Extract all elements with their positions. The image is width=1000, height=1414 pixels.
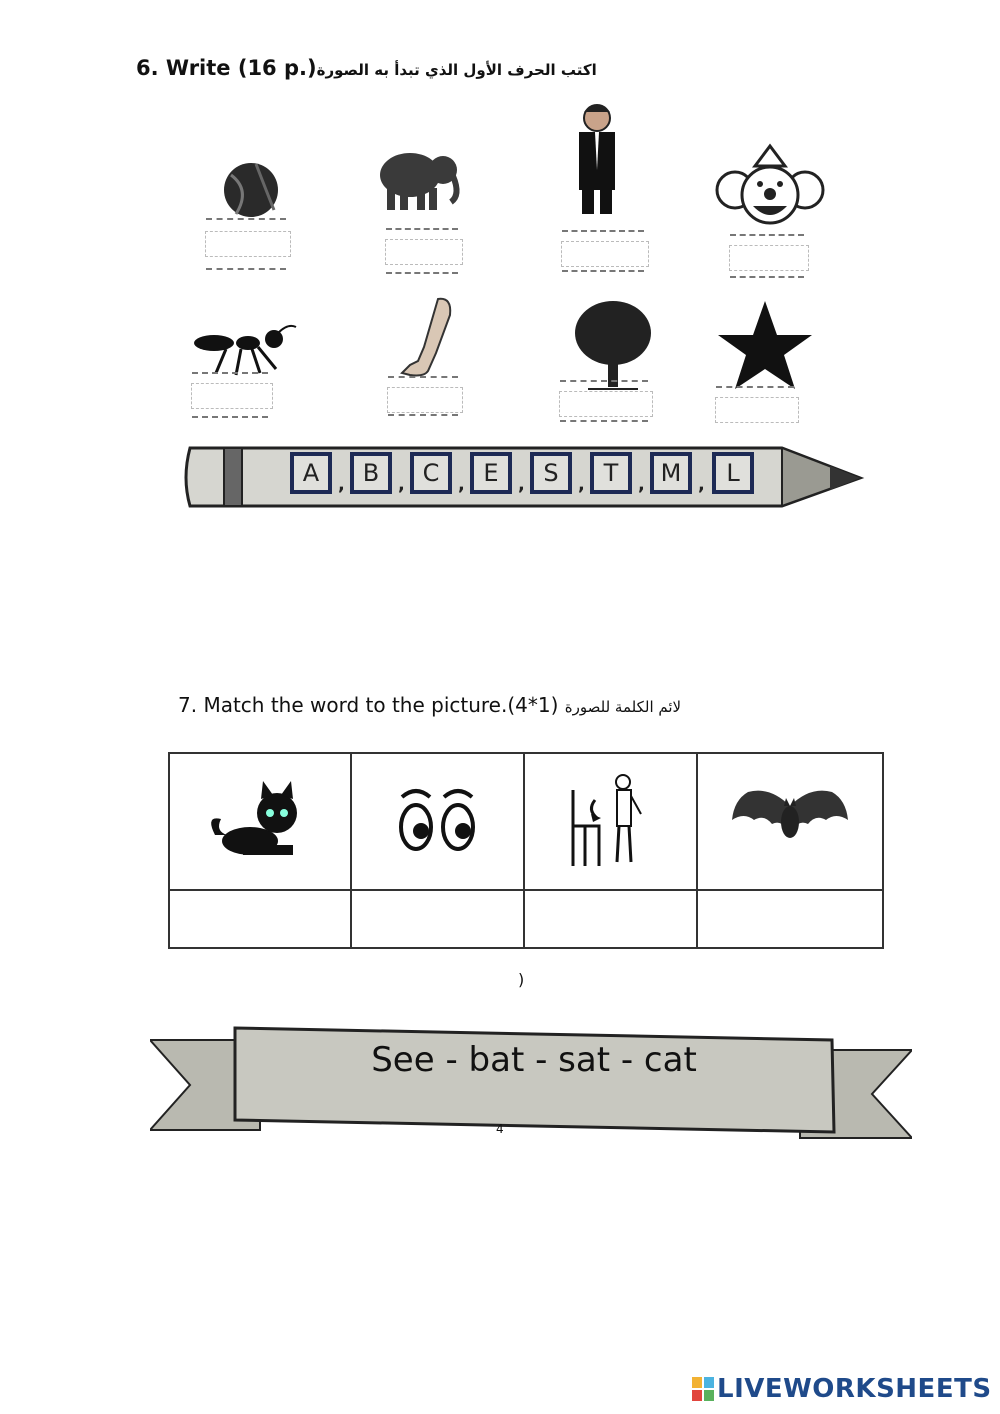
- eyes-icon: [392, 775, 482, 865]
- answer-row: [169, 890, 883, 948]
- letter-s: S: [543, 459, 559, 487]
- letter-tile-c[interactable]: [410, 452, 452, 494]
- letter-tile-e[interactable]: [470, 452, 512, 494]
- picture-cell: [524, 753, 697, 890]
- letter-c: C: [422, 459, 440, 487]
- comma: ,: [398, 474, 405, 495]
- liveworksheets-logo-icon: [692, 1377, 714, 1401]
- section-7-title-ar: لائم الكلمة للصورة: [564, 698, 682, 716]
- answer-line: [388, 414, 458, 416]
- leg-icon: [380, 290, 510, 400]
- answer-line: [562, 270, 644, 272]
- match-table: [168, 752, 884, 949]
- letter-m: M: [660, 459, 682, 487]
- answer-input-man[interactable]: [562, 242, 648, 266]
- answer-input-cat[interactable]: [170, 901, 339, 937]
- answer-line: [386, 272, 458, 274]
- bat-icon: [730, 780, 850, 860]
- letter-tile-s[interactable]: [530, 452, 572, 494]
- word-banner: [150, 1020, 912, 1140]
- section-7-title: [178, 693, 681, 717]
- answer-line: [388, 376, 458, 378]
- answer-input-star[interactable]: [716, 398, 798, 422]
- letter-tile-m[interactable]: [650, 452, 692, 494]
- picture-cell: [169, 753, 351, 890]
- elephant-icon: [355, 140, 485, 250]
- answer-input-clown[interactable]: [730, 246, 808, 270]
- section-6-title-ar: اكتب الحرف الأول الذي تبدأ به الصورة: [316, 61, 597, 79]
- comma: ,: [518, 474, 525, 495]
- liveworksheets-logo[interactable]: [692, 1374, 992, 1404]
- section-6-number: 6.: [136, 56, 159, 80]
- star-icon: [700, 290, 830, 400]
- tree-icon: [548, 290, 678, 400]
- answer-input-sit[interactable]: [525, 901, 686, 937]
- answer-input-eyes[interactable]: [352, 901, 513, 937]
- letter-t: T: [603, 459, 619, 487]
- letter-a: A: [302, 459, 320, 487]
- answer-line: [560, 380, 648, 382]
- answer-line: [562, 230, 644, 232]
- section-7-title-en: 7. Match the word to the picture.(4*1): [178, 693, 559, 717]
- cat-icon: [205, 775, 315, 865]
- page-number: 4: [496, 1122, 504, 1136]
- answer-input-ant[interactable]: [192, 384, 272, 408]
- sit-icon: [565, 770, 655, 870]
- answer-line: [192, 416, 268, 418]
- man-icon: [532, 100, 662, 225]
- answer-line: [386, 228, 458, 230]
- comma: ,: [638, 474, 645, 495]
- stray-mark: ): [518, 970, 525, 989]
- answer-input-leg[interactable]: [388, 388, 462, 412]
- answer-line: [730, 234, 804, 236]
- answer-line: [192, 372, 268, 374]
- picture-cell: [697, 753, 883, 890]
- section-6-title: [136, 56, 597, 80]
- answer-line: [206, 218, 286, 220]
- answer-cell: [524, 890, 697, 948]
- liveworksheets-logo-text: LIVEWORKSHEETS: [717, 1374, 992, 1404]
- answer-input-bat[interactable]: [698, 901, 872, 937]
- letter-e: E: [483, 459, 499, 487]
- comma: ,: [458, 474, 465, 495]
- answer-line: [560, 420, 648, 422]
- letter-l: L: [726, 459, 740, 487]
- comma: ,: [338, 474, 345, 495]
- letter-tile-l[interactable]: [712, 452, 754, 494]
- picture-row: [169, 753, 883, 890]
- letter-tile-b[interactable]: [350, 452, 392, 494]
- letter-b: B: [362, 459, 380, 487]
- answer-line: [716, 386, 794, 388]
- answer-input-elephant[interactable]: [386, 240, 462, 264]
- picture-cell: [351, 753, 524, 890]
- answer-cell: [697, 890, 883, 948]
- comma: ,: [578, 474, 585, 495]
- comma: ,: [698, 474, 705, 495]
- banner-words: See - bat - sat - cat: [371, 1040, 697, 1080]
- pencil-graphic: [182, 440, 872, 510]
- answer-input-tree[interactable]: [560, 392, 652, 416]
- answer-cell: [351, 890, 524, 948]
- letter-tile-t[interactable]: [590, 452, 632, 494]
- letter-tile-a[interactable]: [290, 452, 332, 494]
- answer-input-ball[interactable]: [206, 232, 290, 256]
- answer-line: [206, 268, 286, 270]
- answer-cell: [169, 890, 351, 948]
- section-6-title-en: Write (16 p.): [165, 56, 317, 80]
- answer-line: [730, 276, 804, 278]
